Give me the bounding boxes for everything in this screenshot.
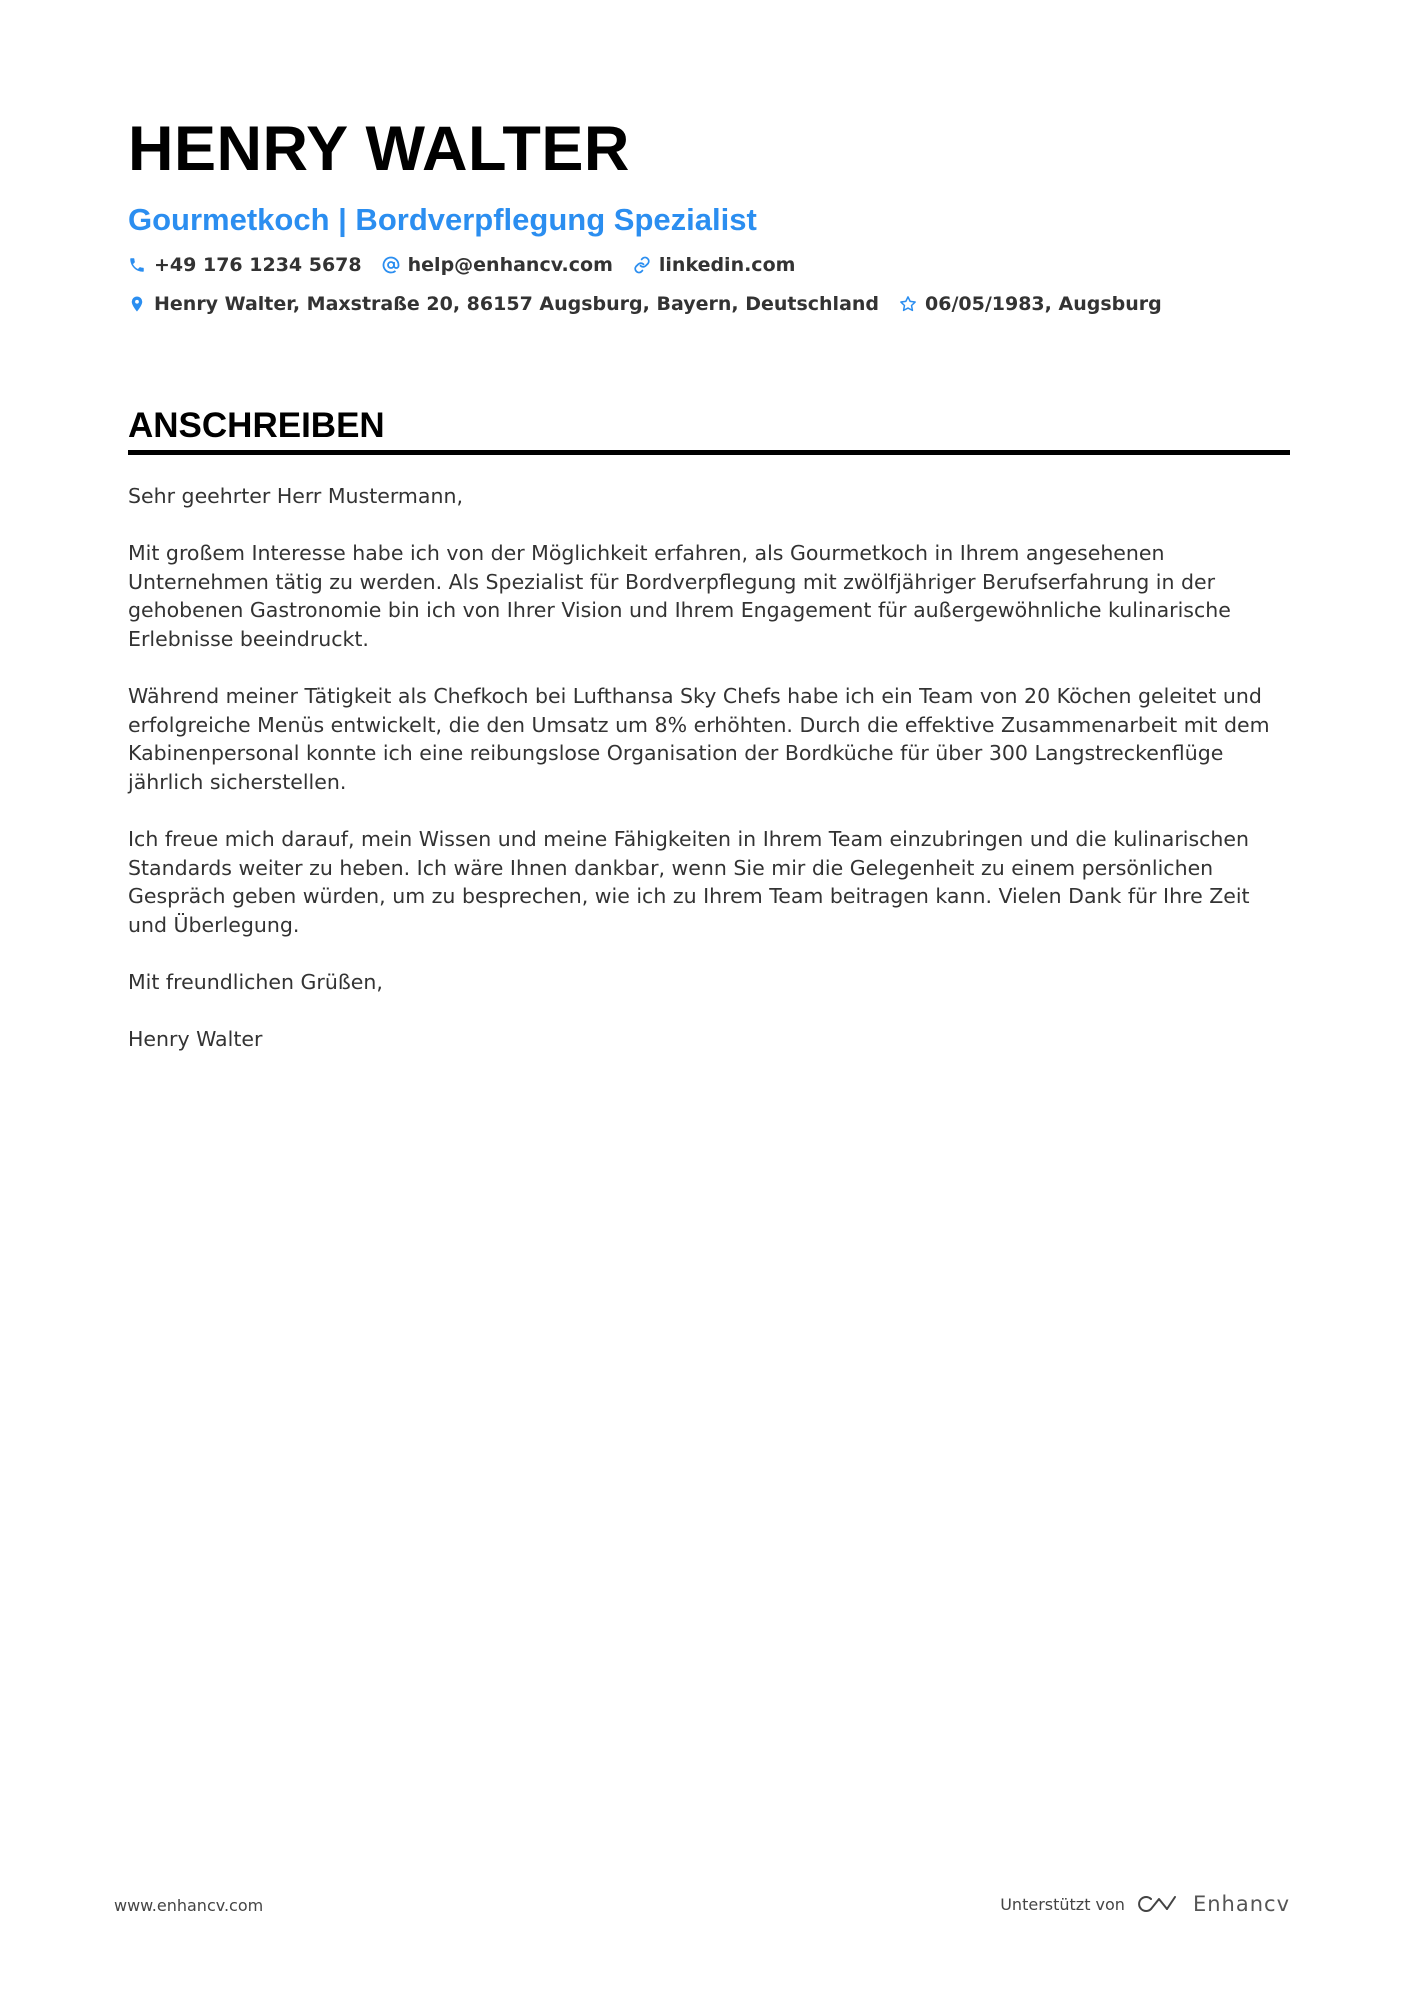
candidate-title: Gourmetkoch | Bordverpflegung Spezialist — [128, 202, 757, 237]
contact-email — [382, 254, 613, 276]
letter-salutation: Sehr geehrter Herr Mustermann, — [128, 484, 463, 508]
linkedin-link[interactable]: linkedin.com — [658, 254, 796, 276]
contact-address — [128, 293, 879, 315]
address-text: Henry Walter, Maxstraße 20, 86157 Augsburg, Bayern, Deutschland — [154, 293, 880, 315]
location-pin-icon — [128, 295, 146, 313]
brand-name: Enhancv — [1192, 1892, 1290, 1916]
section-divider — [128, 450, 1290, 455]
star-icon — [899, 295, 917, 313]
phone-icon — [128, 256, 146, 274]
powered-by-text: Unterstützt von — [1000, 1894, 1125, 1914]
letter-paragraph: Ich freue mich darauf, mein Wissen und meine Fähigkeiten in Ihrem Team einzubringen und die kulinarischen Standards weiter zu heben. Ich wäre Ihnen dankbar, wenn Sie mir die Gelegenheit zu einem persönlichen Gespräch geben würden, um zu besprechen, wie ich zu Ihrem Team beitragen kann. Vielen Dank für Ihre Zeit und Überlegung. — [128, 827, 1250, 937]
letter-paragraph: Während meiner Tätigkeit als Chefkoch bei Lufthansa Sky Chefs habe ich ein Team von 20 Köchen geleitet und erfolgreiche Menüs entwickelt, die den Umsatz um 8% erhöhten. Durch die effektive Zusammenarbeit mit dem Kabinenpersonal konnte ich eine reibungslose Organisation der Bordküche für über 300 Langstreckenflüge jährlich sicherstellen. — [128, 684, 1270, 794]
letter-body — [128, 482, 1290, 1082]
contact-phone — [128, 254, 362, 276]
resume-header — [128, 112, 1290, 240]
link-icon — [633, 256, 651, 274]
contact-row-primary — [128, 254, 795, 276]
contact-linkedin — [633, 254, 796, 276]
enhancv-logo-icon — [1137, 1892, 1181, 1916]
candidate-name: HENRY WALTER — [128, 114, 630, 184]
email-link[interactable]: help@enhancv.com — [407, 254, 613, 276]
birth-text: 06/05/1983, Augsburg — [925, 293, 1162, 315]
letter-paragraph: Mit großem Interesse habe ich von der Möglichkeit erfahren, als Gourmetkoch in Ihrem angesehenen Unternehmen tätig zu werden. Als Spezialist für Bordverpflegung mit zwölfjähriger Berufserfahrung in der gehobenen Gastronomie bin ich von Ihrer Vision und Ihrem Engagement für außergewöhnliche kulinarische Erlebnisse beeindruckt. — [128, 541, 1231, 651]
contact-row-secondary — [128, 293, 1162, 315]
letter-closing: Mit freundlichen Grüßen, — [128, 970, 383, 995]
at-icon — [382, 256, 400, 274]
footer-branding[interactable] — [1000, 1892, 1290, 1916]
footer-website[interactable]: www.enhancv.com — [114, 1896, 264, 1915]
phone-text[interactable]: +49 176 1234 5678 — [154, 254, 362, 276]
letter-signature: Henry Walter — [128, 1027, 263, 1052]
section-title: ANSCHREIBEN — [128, 406, 385, 445]
contact-birth — [899, 293, 1162, 315]
